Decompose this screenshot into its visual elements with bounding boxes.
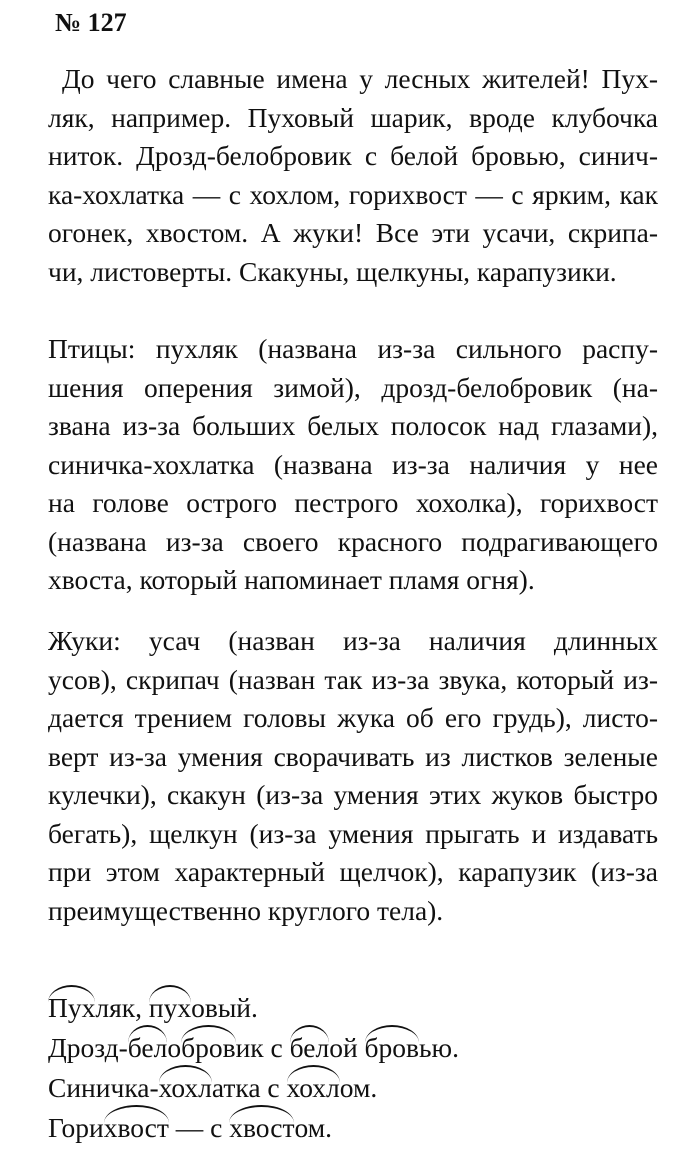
text-line: на голове острого пестрого хохолка), горихвост: [48, 487, 658, 518]
text-line: дается трением головы жука об его грудь), листо-: [48, 702, 658, 733]
root-mark: хохл: [287, 1068, 340, 1108]
word-part: Синичка-: [48, 1072, 159, 1103]
text-line: кулечки), скакун (из-за умения этих жуков быстро: [48, 779, 658, 810]
root-mark: хвост: [104, 1108, 169, 1148]
word-part: ик с: [235, 1032, 290, 1063]
text-line: преимущественно круглого тела).: [48, 894, 444, 926]
root-mark: бел: [128, 1028, 168, 1068]
root-line: [48, 988, 459, 1028]
word-part: овый.: [191, 992, 258, 1023]
text-line: бегать), щелкун (из-за умения прыгать и издавать: [48, 817, 658, 849]
root-analysis: [48, 988, 459, 1148]
text-line: хвоста, который напоминает пламя огня).: [48, 564, 535, 595]
text-line: шения оперения зимой), дрозд-белобровик (на-: [48, 371, 658, 403]
root-mark: хвост: [229, 1108, 294, 1148]
text-line: синичка-хохлатка (названа из-за наличия у нее: [48, 448, 658, 480]
word-part: ом.: [339, 1072, 378, 1103]
word-part: — с: [168, 1112, 230, 1143]
word-part: о: [167, 1032, 182, 1063]
text-line: ляк, например. Пуховый шарик, вроде клубочка: [48, 101, 658, 133]
text-line: при этом характерный щелчок), карапузик (из-за: [48, 856, 658, 887]
root-mark: бров: [365, 1028, 419, 1068]
root-mark: бел: [290, 1028, 330, 1068]
word-part: ом.: [294, 1112, 332, 1143]
text-line: огонек, хвостом. А жуки! Все эти усачи, скрипа-: [48, 217, 658, 248]
text-line: Птицы: пухляк (названа из-за сильного распу-: [48, 333, 658, 364]
root-line: [48, 1108, 459, 1148]
text-line: звана из-за больших белых полосок над глазами),: [48, 410, 658, 441]
task-number: № 127: [55, 8, 127, 37]
root-mark: хохл: [159, 1068, 212, 1108]
text-line: Жуки: усач (назван из-за наличия длинных: [48, 625, 658, 656]
word-part: ляк,: [95, 992, 149, 1023]
word-part: ью.: [419, 1032, 459, 1063]
original-text: [48, 60, 658, 291]
root-mark: бров: [181, 1028, 235, 1068]
text-line: ка-хохлатка — с хохлом, горихвост — с ярким, как: [48, 178, 658, 210]
text-line: До чего славные имена у лесных жителей! Пух-: [62, 63, 658, 94]
text-line: ниток. Дрозд-белобровик с белой бровью, синич-: [48, 140, 658, 171]
word-part: ой: [329, 1032, 365, 1063]
root-line: [48, 1028, 459, 1068]
beetles-paragraph: [48, 622, 658, 930]
word-part: Дрозд-: [48, 1032, 128, 1063]
root-line: [48, 1068, 459, 1108]
text-line: верт из-за умения сворачивать из листков зеленые: [48, 740, 658, 772]
word-part: Гори: [48, 1112, 104, 1143]
text-line: усов), скрипач (назван так из-за звука, который из-: [48, 663, 658, 695]
birds-paragraph: [48, 330, 658, 600]
root-mark: Пух: [48, 988, 95, 1028]
word-part: атка с: [211, 1072, 287, 1103]
text-line: чи, листоверты. Скакуны, щелкуны, карапузики.: [48, 255, 617, 287]
text-line: (названа из-за своего красного подрагивающего: [48, 525, 658, 557]
root-mark: пух: [149, 988, 191, 1028]
